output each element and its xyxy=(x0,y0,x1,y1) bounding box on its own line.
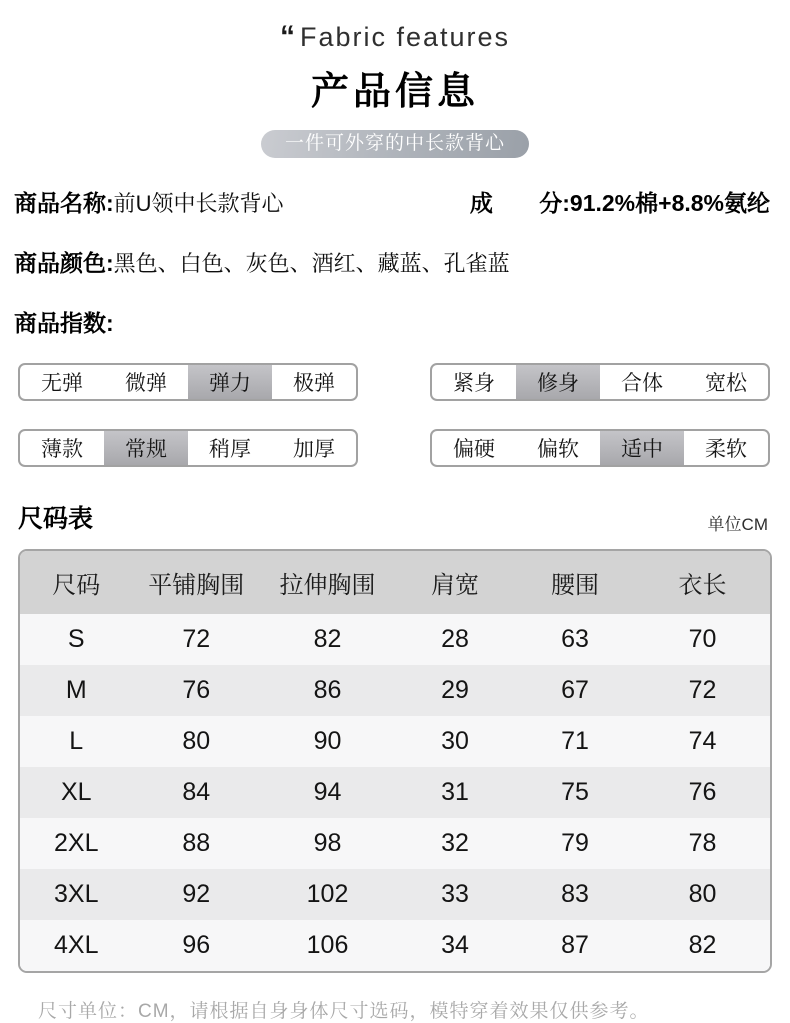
value-cell: 106 xyxy=(306,931,349,959)
value-cell: 98 xyxy=(313,829,342,857)
table-row xyxy=(20,614,770,665)
value-cell: 88 xyxy=(182,829,211,857)
value-cell: 30 xyxy=(441,727,469,755)
color-label: 商品颜色: xyxy=(14,250,114,276)
table-row xyxy=(20,665,770,716)
page-title: 产品信息 xyxy=(310,71,479,113)
softness-option: 柔软 xyxy=(705,438,747,461)
size-table xyxy=(18,549,772,973)
value-cell: 80 xyxy=(688,880,717,908)
composition-label xyxy=(470,185,570,218)
composition-label-part1: 成 xyxy=(469,190,493,216)
column-header: 腰围 xyxy=(515,551,635,614)
size-cell: M xyxy=(65,676,87,704)
value-cell: 82 xyxy=(313,625,342,653)
value-cell: 102 xyxy=(306,880,349,908)
column-header: 衣长 xyxy=(635,551,770,614)
value-cell: 63 xyxy=(561,625,589,653)
size-cell: XL xyxy=(60,778,92,806)
value-cell: 28 xyxy=(441,625,469,653)
value-cell: 96 xyxy=(182,931,211,959)
value-cell: 29 xyxy=(441,676,469,704)
composition-label-part2: 分: xyxy=(539,190,570,216)
fit-option-selected: 修身 xyxy=(516,365,600,399)
product-info-section xyxy=(0,185,790,338)
thickness-scale xyxy=(18,429,358,467)
size-cell: L xyxy=(69,727,84,755)
fabric-features-heading xyxy=(0,0,790,54)
size-disclaimer: 尺寸单位：CM，请根据自身身体尺寸选码，模特穿着效果仅供参考。 xyxy=(38,1001,650,1022)
value-cell: 72 xyxy=(688,676,717,704)
size-table-title: 尺码表 xyxy=(18,505,94,533)
index-row xyxy=(14,305,776,338)
thickness-option: 稍厚 xyxy=(209,438,251,461)
value-cell: 90 xyxy=(313,727,342,755)
value-cell: 71 xyxy=(561,727,589,755)
elasticity-scale xyxy=(18,363,358,401)
elasticity-option: 极弹 xyxy=(293,372,335,395)
value-cell: 67 xyxy=(561,676,589,704)
value-cell: 32 xyxy=(441,829,469,857)
value-cell: 31 xyxy=(441,778,469,806)
size-cell: 4XL xyxy=(54,931,99,959)
softness-option: 偏软 xyxy=(537,438,579,461)
softness-option-selected: 适中 xyxy=(600,431,684,465)
value-cell: 72 xyxy=(182,625,211,653)
value-cell: 79 xyxy=(561,829,589,857)
size-cell: 3XL xyxy=(54,880,99,908)
table-header-row xyxy=(20,551,770,614)
table-row xyxy=(20,920,770,971)
table-row xyxy=(20,767,770,818)
value-cell: 70 xyxy=(688,625,717,653)
table-row xyxy=(20,818,770,869)
product-name-field xyxy=(14,185,284,218)
value-cell: 76 xyxy=(182,676,211,704)
thickness-option-selected: 常规 xyxy=(104,431,188,465)
size-table-header-bar xyxy=(18,499,768,535)
value-cell: 82 xyxy=(688,931,717,959)
elasticity-option: 微弹 xyxy=(125,372,167,395)
size-cell: S xyxy=(67,625,85,653)
column-header: 拉伸胸围 xyxy=(260,551,395,614)
open-quote-mark: “ xyxy=(279,20,297,53)
value-cell: 78 xyxy=(688,829,717,857)
softness-scale xyxy=(430,429,770,467)
size-unit-label: 单位CM xyxy=(707,515,768,534)
size-cell: 2XL xyxy=(54,829,99,857)
subtitle-banner: 一件可外穿的中长款背心 xyxy=(261,130,529,158)
value-cell: 86 xyxy=(313,676,342,704)
composition-field xyxy=(470,185,770,218)
table-row xyxy=(20,716,770,767)
index-grid xyxy=(18,363,772,467)
fabric-features-text: Fabric features xyxy=(299,22,511,52)
value-cell: 92 xyxy=(182,880,211,908)
softness-option: 偏硬 xyxy=(453,438,495,461)
value-cell: 87 xyxy=(561,931,589,959)
value-cell: 74 xyxy=(688,727,717,755)
name-composition-row xyxy=(14,185,776,218)
value-cell: 80 xyxy=(182,727,211,755)
product-name-value: 前U领中长款背心 xyxy=(113,191,284,216)
value-cell: 94 xyxy=(313,778,342,806)
thickness-option: 薄款 xyxy=(41,438,83,461)
fit-option: 合体 xyxy=(621,372,663,395)
fit-option: 紧身 xyxy=(453,372,495,395)
elasticity-option-selected: 弹力 xyxy=(188,365,272,399)
fit-scale xyxy=(430,363,770,401)
value-cell: 76 xyxy=(688,778,717,806)
elasticity-option: 无弹 xyxy=(41,372,83,395)
value-cell: 34 xyxy=(441,931,469,959)
color-row xyxy=(14,245,776,278)
index-label: 商品指数: xyxy=(14,310,114,336)
value-cell: 83 xyxy=(561,880,589,908)
color-value: 黑色、白色、灰色、酒红、藏蓝、孔雀蓝 xyxy=(113,251,510,276)
value-cell: 75 xyxy=(561,778,589,806)
column-header: 尺码 xyxy=(20,551,133,614)
value-cell: 33 xyxy=(441,880,469,908)
value-cell: 84 xyxy=(182,778,211,806)
fit-option: 宽松 xyxy=(705,372,747,395)
thickness-option: 加厚 xyxy=(293,438,335,461)
composition-value: 91.2%棉+8.8%氨纶 xyxy=(569,190,770,216)
product-name-label: 商品名称: xyxy=(14,190,114,216)
column-header: 平铺胸围 xyxy=(133,551,261,614)
table-row xyxy=(20,869,770,920)
column-header: 肩宽 xyxy=(395,551,515,614)
